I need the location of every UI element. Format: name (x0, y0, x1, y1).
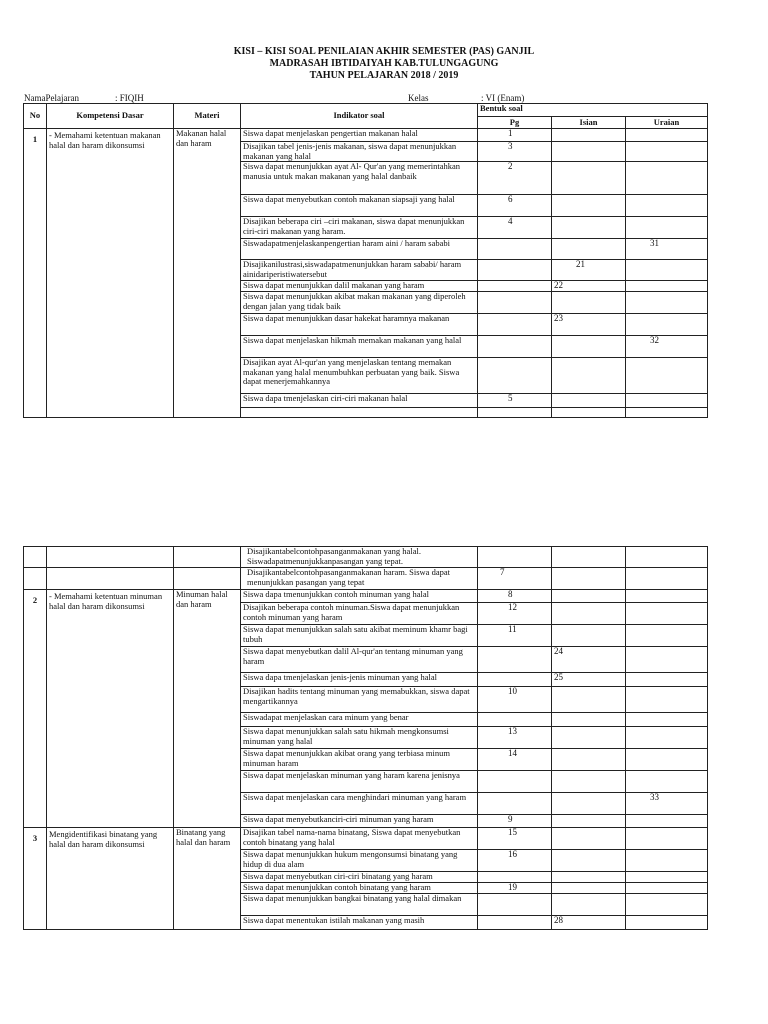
uraian-cell: 31 (626, 239, 708, 260)
isian-cell (552, 568, 626, 590)
uraian-cell (626, 727, 708, 749)
uraian-cell (626, 828, 708, 850)
indicator-cell: Siswadapat menjelaskan cara minum yang benar (241, 713, 478, 727)
isian-cell (552, 336, 626, 358)
col-header-materi: Materi (174, 104, 241, 129)
indicator-cell: Siswa dapat menunjukkan salah satu akibat meminum khamr bagi tubuh (241, 625, 478, 647)
pg-cell (478, 408, 552, 418)
pg-cell: 4 (478, 217, 552, 239)
isian-cell (552, 828, 626, 850)
uraian-cell (626, 142, 708, 162)
col-header-no: No (24, 104, 47, 129)
pg-cell: 12 (478, 603, 552, 625)
indicator-cell: Siswa dapat menyebutkanciri-ciri minuman yang haram (241, 815, 478, 828)
pg-cell: 15 (478, 828, 552, 850)
uraian-cell: 33 (626, 793, 708, 815)
isian-cell (552, 239, 626, 260)
isian-cell (552, 727, 626, 749)
indicator-cell: Disajikan tabel nama-nama binatang, Siswa dapat menyebutkan contoh binatang yang halal (241, 828, 478, 850)
pg-cell: 5 (478, 394, 552, 408)
indicator-cell: Disajikan tabel jenis-jenis makanan, siswa dapat menunjukkan makanan yang halal (241, 142, 478, 162)
row-number (24, 568, 47, 590)
table-row (24, 547, 708, 568)
indicator-cell: Disajikan beberapa contoh minuman.Siswa dapat menunjukkan contoh minuman yang haram (241, 603, 478, 625)
uraian-cell (626, 916, 708, 930)
uraian-cell (626, 162, 708, 195)
isian-cell (552, 850, 626, 872)
uraian-cell (626, 647, 708, 673)
pg-cell: 7 (478, 568, 552, 590)
uraian-cell (626, 590, 708, 603)
indicator-cell: Disajikanilustrasi,siswadapatmenunjukkan haram sababi/ haram ainidariperistiwatersebut (241, 260, 478, 281)
pg-cell (478, 793, 552, 815)
uraian-cell (626, 281, 708, 292)
indicator-cell: Siswa dapa tmenunjukkan contoh minuman yang halal (241, 590, 478, 603)
uraian-cell (626, 872, 708, 883)
uraian-cell (626, 894, 708, 916)
indicator-cell: Siswa dapat menunjukkan dalil makanan yang haram (241, 281, 478, 292)
isian-cell (552, 883, 626, 894)
indicator-cell: Disajikantabelcontohpasanganmakanan yang halal. Siswadapatmenunjukkanpasangan yang tepat. (241, 547, 478, 568)
indicator-cell: Disajikantabelcontohpasanganmakanan haram. Siswa dapat menunjukkan pasangan yang tepat (241, 568, 478, 590)
indicator-cell: Disajikan hadits tentang minuman yang memabukkan, siswa dapat mengartikannya (241, 687, 478, 713)
isian-cell (552, 590, 626, 603)
pg-cell (478, 292, 552, 314)
isian-cell (552, 408, 626, 418)
material-cell (174, 568, 241, 590)
material-cell (174, 547, 241, 568)
doc-title-line1: KISI – KISI SOAL PENILAIAN AKHIR SEMESTER (PAS) GANJIL (233, 46, 535, 57)
isian-cell (552, 713, 626, 727)
isian-cell (552, 129, 626, 142)
uraian-cell: 32 (626, 336, 708, 358)
pg-cell: 14 (478, 749, 552, 771)
indicator-cell: Siswa dapat menjelaskan minuman yang haram karena jenisnya (241, 771, 478, 793)
material-cell: Makanan halal dan haram (174, 129, 241, 418)
isian-cell (552, 815, 626, 828)
indicator-cell: Siswa dapat menyebutkan contoh makanan siapsaji yang halal (241, 195, 478, 217)
indicator-cell: Siswa dapa tmenjelaskan jenis-jenis minuman yang halal (241, 673, 478, 687)
pg-cell: 13 (478, 727, 552, 749)
indicator-cell: Siswa dapat menjelaskan pengertian makanan halal (241, 129, 478, 142)
indicator-cell: Siswa dapat menunjukkan bangkai binatang yang halal dimakan (241, 894, 478, 916)
isian-cell (552, 872, 626, 883)
pg-cell (478, 547, 552, 568)
col-header-bentuk: Bentuk soal (478, 104, 708, 117)
isian-cell: 21 (552, 260, 626, 281)
indicator-cell: Siswa dapat menyebutkan ciri-ciri binatang yang haram (241, 872, 478, 883)
competency-cell: Mengidentifikasi binatang yang halal dan haram dikonsumsi (47, 828, 174, 930)
uraian-cell (626, 749, 708, 771)
class-label: Kelas (408, 93, 429, 103)
indicator-cell: Siswa dapat menunjukkan hukum mengonsumsi binatang yang hidup di dua alam (241, 850, 478, 872)
isian-cell: 22 (552, 281, 626, 292)
table-row (24, 129, 708, 142)
uraian-cell (626, 568, 708, 590)
pg-cell (478, 673, 552, 687)
indicator-cell: Siswa dapat menjelaskan cara menghindari minuman yang haram (241, 793, 478, 815)
pg-cell: 2 (478, 162, 552, 195)
pg-cell: 6 (478, 195, 552, 217)
isian-cell: 23 (552, 314, 626, 336)
uraian-cell (626, 547, 708, 568)
col-header-uraian: Uraian (626, 117, 708, 129)
indicator-cell: Siswa dapat menunjukkan salah satu hikmah mengkonsumsi minuman yang halal (241, 727, 478, 749)
class-value: : VI (Enam) (481, 93, 525, 103)
doc-title-line3: TAHUN PELAJARAN 2018 / 2019 (309, 70, 459, 81)
pg-cell (478, 713, 552, 727)
col-header-indikator: Indikator soal (241, 104, 478, 129)
uraian-cell (626, 408, 708, 418)
pg-cell: 3 (478, 142, 552, 162)
pg-cell (478, 872, 552, 883)
row-number: 1 (24, 129, 47, 418)
grid-table-1 (23, 103, 708, 418)
uraian-cell (626, 687, 708, 713)
indicator-cell: Siswa dapat menunjukkan akibat orang yang terbiasa minum minuman haram (241, 749, 478, 771)
isian-cell (552, 894, 626, 916)
material-cell: Minuman halal dan haram (174, 590, 241, 828)
isian-cell: 25 (552, 673, 626, 687)
competency-cell (47, 568, 174, 590)
isian-cell (552, 142, 626, 162)
indicator-cell: Siswadapatmenjelaskanpengertian haram aini / haram sababi (241, 239, 478, 260)
indicator-cell (241, 408, 478, 418)
indicator-cell: Siswa dapat menjelaskan hikmah memakan makanan yang halal (241, 336, 478, 358)
col-header-kd: Kompetensi Dasar (47, 104, 174, 129)
isian-cell (552, 358, 626, 394)
row-number: 3 (24, 828, 47, 930)
pg-cell: 1 (478, 129, 552, 142)
uraian-cell (626, 314, 708, 336)
pg-cell: 8 (478, 590, 552, 603)
pg-cell (478, 336, 552, 358)
table-row (24, 828, 708, 850)
pg-cell (478, 260, 552, 281)
indicator-cell: Siswa dapat menyebutkan dalil Al-qur'an tentang minuman yang haram (241, 647, 478, 673)
isian-cell (552, 394, 626, 408)
pg-cell (478, 647, 552, 673)
indicator-cell: Siswa dapat menunjukkan akibat makan makanan yang diperoleh dengan jalan yang tidak baik (241, 292, 478, 314)
uraian-cell (626, 713, 708, 727)
isian-cell (552, 217, 626, 239)
pg-cell (478, 358, 552, 394)
subject-label: NamaPelajaran (24, 93, 79, 103)
uraian-cell (626, 292, 708, 314)
uraian-cell (626, 603, 708, 625)
pg-cell (478, 281, 552, 292)
isian-cell: 24 (552, 647, 626, 673)
col-header-pg: Pg (478, 117, 552, 129)
isian-cell (552, 749, 626, 771)
indicator-cell: Siswa dapa tmenjelaskan ciri-ciri makanan halal (241, 394, 478, 408)
row-number (24, 547, 47, 568)
uraian-cell (626, 771, 708, 793)
isian-cell (552, 292, 626, 314)
indicator-cell: Siswa dapat menentukan istilah makanan yang masih (241, 916, 478, 930)
uraian-cell (626, 129, 708, 142)
indicator-cell: Siswa dapat menunjukkan ayat Al- Qur'an yang memerintahkan manusia untuk makan makanan yang halal danbaik (241, 162, 478, 195)
uraian-cell (626, 394, 708, 408)
isian-cell (552, 771, 626, 793)
row-number: 2 (24, 590, 47, 828)
indicator-cell: Disajikan ayat Al-qur'an yang menjelaskan tentang memakan makanan yang halal menumbuhkan perbuatan yang baik. Siswa dapat menerjemahkannya (241, 358, 478, 394)
isian-cell (552, 793, 626, 815)
competency-cell: - Memahami ketentuan makanan halal dan haram dikonsumsi (47, 129, 174, 418)
uraian-cell (626, 883, 708, 894)
uraian-cell (626, 358, 708, 394)
pg-cell (478, 916, 552, 930)
indicator-cell: Disajikan beberapa ciri –ciri makanan, siswa dapat menunjukkan ciri-ciri makanan yang haram. (241, 217, 478, 239)
competency-cell: - Memahami ketentuan minuman halal dan haram dikonsumsi (47, 590, 174, 828)
pg-cell: 11 (478, 625, 552, 647)
pg-cell (478, 239, 552, 260)
isian-cell (552, 625, 626, 647)
uraian-cell (626, 625, 708, 647)
isian-cell (552, 195, 626, 217)
isian-cell: 28 (552, 916, 626, 930)
pg-cell (478, 894, 552, 916)
uraian-cell (626, 260, 708, 281)
uraian-cell (626, 850, 708, 872)
isian-cell (552, 603, 626, 625)
subject-value: : FIQIH (115, 93, 144, 103)
pg-cell (478, 771, 552, 793)
uraian-cell (626, 195, 708, 217)
doc-title-line2: MADRASAH IBTIDAIYAH KAB.TULUNGAGUNG (269, 58, 499, 69)
pg-cell: 10 (478, 687, 552, 713)
uraian-cell (626, 815, 708, 828)
competency-cell (47, 547, 174, 568)
table-row (24, 568, 708, 590)
isian-cell (552, 687, 626, 713)
uraian-cell (626, 673, 708, 687)
indicator-cell: Siswa dapat menunjukkan dasar hakekat haramnya makanan (241, 314, 478, 336)
uraian-cell (626, 217, 708, 239)
isian-cell (552, 547, 626, 568)
pg-cell (478, 314, 552, 336)
pg-cell: 19 (478, 883, 552, 894)
pg-cell: 9 (478, 815, 552, 828)
material-cell: Binatang yang halal dan haram (174, 828, 241, 930)
isian-cell (552, 162, 626, 195)
col-header-isian: Isian (552, 117, 626, 129)
pg-cell: 16 (478, 850, 552, 872)
grid-table-2 (23, 546, 708, 930)
table-row (24, 590, 708, 603)
indicator-cell: Siswa dapat menunjukkan contoh binatang yang haram (241, 883, 478, 894)
